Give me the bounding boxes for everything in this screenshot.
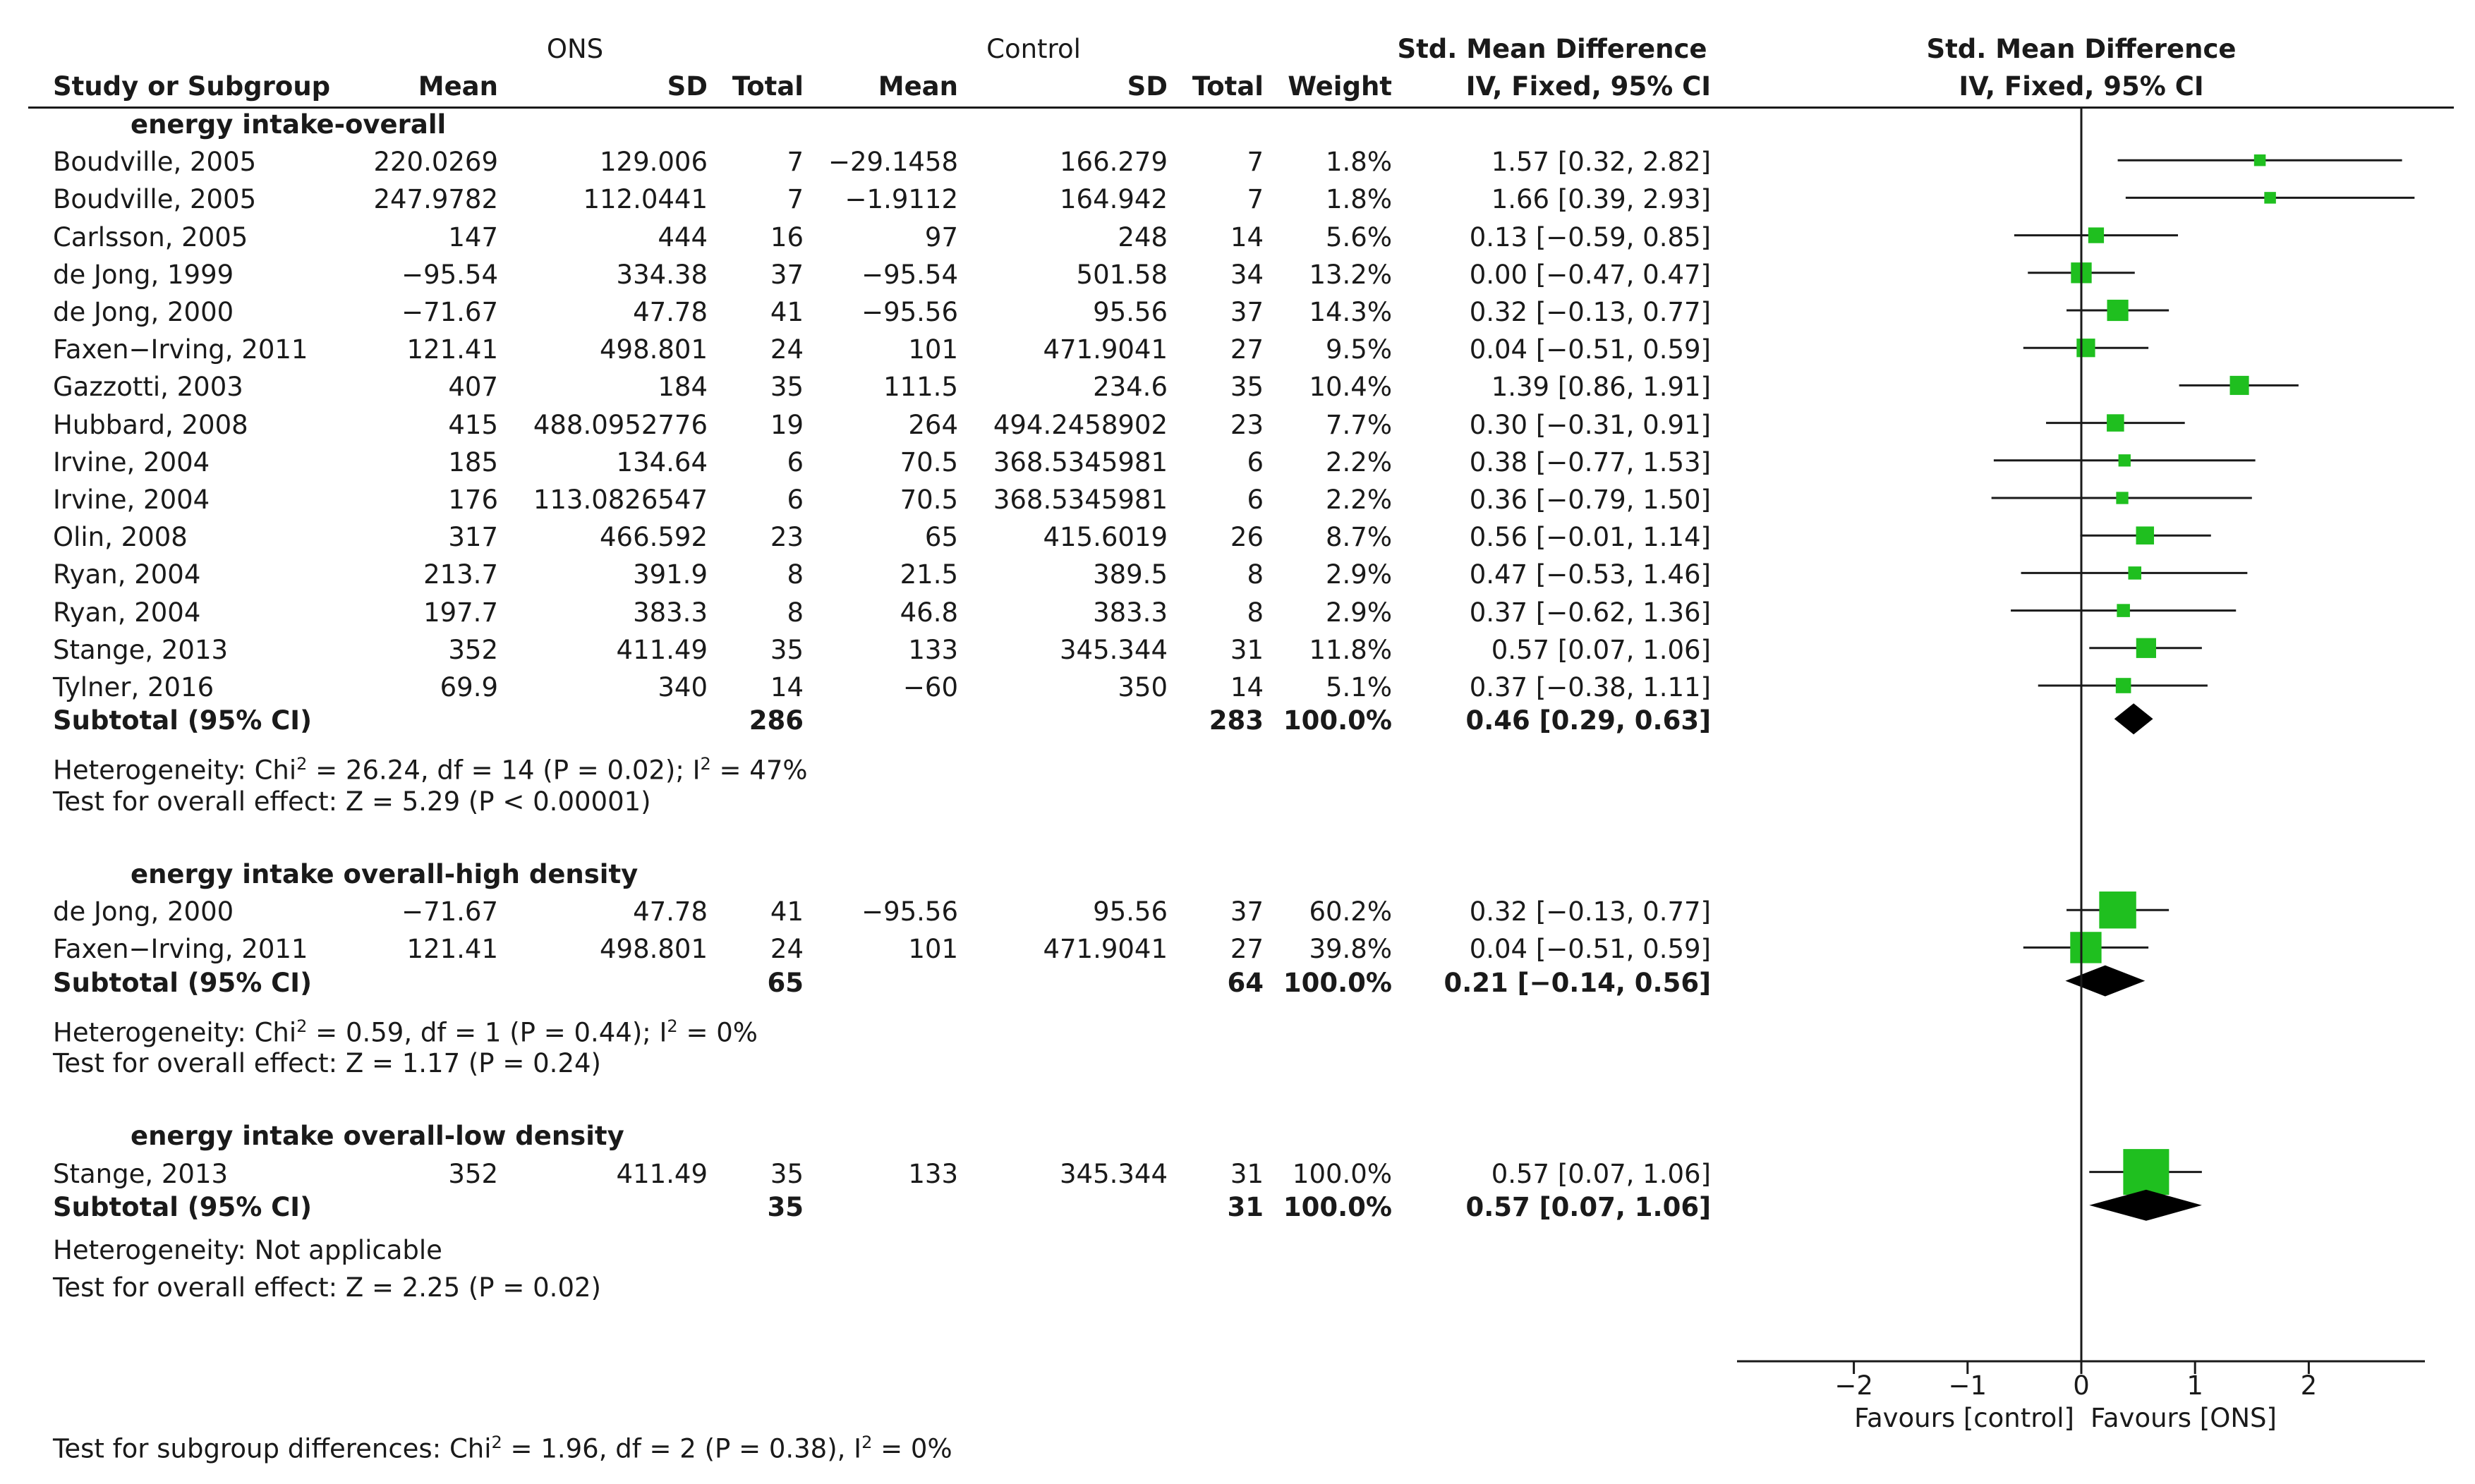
study-square xyxy=(2254,154,2266,166)
study-ci: 1.57 [0.32, 2.82] xyxy=(1491,147,1711,178)
study-square xyxy=(2116,678,2131,693)
ons-total: 24 xyxy=(770,934,804,965)
header-plot-label: Std. Mean Difference xyxy=(1926,34,2237,64)
study-name: de Jong, 1999 xyxy=(53,259,234,290)
subgroup-title: energy intake overall-low density xyxy=(131,1121,624,1152)
control-total: 23 xyxy=(1230,409,1264,440)
study-name: Tylner, 2016 xyxy=(53,672,214,703)
subgroup-title: energy intake-overall xyxy=(131,109,447,140)
control-sd: 95.56 xyxy=(1093,297,1168,327)
ons-mean: 121.41 xyxy=(406,334,498,365)
control-total: 35 xyxy=(1230,372,1264,403)
ons-mean: 213.7 xyxy=(423,559,498,590)
study-weight: 5.1% xyxy=(1326,672,1392,703)
x-tick-label: −2 xyxy=(1834,1370,1873,1401)
control-total: 34 xyxy=(1230,259,1264,290)
subtotal-weight: 100.0% xyxy=(1283,967,1392,998)
study-square xyxy=(2230,376,2249,395)
heterogeneity-text: Heterogeneity: Chi$^2$ = 26.24, df = 14 (P = 0.02); $I^2 = 47\%$ xyxy=(53,754,808,786)
ons-total: 23 xyxy=(770,522,804,553)
ons-total: 24 xyxy=(770,334,804,365)
study-ci: 0.47 [−0.53, 1.46] xyxy=(1469,559,1711,590)
x-tick-label: 2 xyxy=(2300,1370,2318,1401)
ons-total: 8 xyxy=(787,597,804,628)
study-weight: 2.9% xyxy=(1326,597,1392,628)
control-mean: 133 xyxy=(908,634,958,665)
control-sd: 501.58 xyxy=(1076,259,1168,290)
study-ci: 0.04 [−0.51, 0.59] xyxy=(1469,334,1711,365)
study-square xyxy=(2136,526,2155,545)
control-mean: 21.5 xyxy=(900,559,958,590)
heterogeneity-text: Heterogeneity: Not applicable xyxy=(53,1235,442,1265)
x-tick-label: 1 xyxy=(2186,1370,2203,1401)
ons-mean: 352 xyxy=(448,634,498,665)
control-total: 31 xyxy=(1230,1158,1264,1189)
ons-total: 6 xyxy=(787,446,804,478)
study-ci: 0.30 [−0.31, 0.91] xyxy=(1469,409,1711,440)
control-sd: 95.56 xyxy=(1093,896,1168,928)
study-ci: 0.56 [−0.01, 1.14] xyxy=(1469,522,1711,553)
ons-mean: −95.54 xyxy=(401,259,498,290)
header-group2: Control xyxy=(986,34,1081,64)
control-mean: 133 xyxy=(908,1158,958,1189)
study-ci: 0.32 [−0.13, 0.77] xyxy=(1469,896,1711,928)
study-weight: 100.0% xyxy=(1292,1158,1392,1189)
header-plot-method: IV, Fixed, 95% CI xyxy=(1959,71,2204,102)
ons-sd: 134.64 xyxy=(616,446,708,478)
study-weight: 39.8% xyxy=(1309,934,1392,965)
header-mean-ons: Mean xyxy=(418,71,498,102)
ons-total: 37 xyxy=(770,259,804,290)
study-square xyxy=(2117,604,2130,617)
subtotal-label: Subtotal (95% CI) xyxy=(53,1191,312,1222)
control-mean: 101 xyxy=(908,934,958,965)
control-mean: 101 xyxy=(908,334,958,365)
ons-sd: 340 xyxy=(658,672,708,703)
control-mean: 46.8 xyxy=(900,597,958,628)
study-square xyxy=(2123,1149,2169,1195)
ons-total: 41 xyxy=(770,896,804,928)
control-total: 6 xyxy=(1247,446,1264,478)
subgroup-title: energy intake overall-high density xyxy=(131,859,639,889)
header-total-control: Total xyxy=(1192,71,1264,102)
study-weight: 11.8% xyxy=(1309,634,1392,665)
header-weight: Weight xyxy=(1288,71,1392,102)
study-name: Stange, 2013 xyxy=(53,634,229,665)
ons-mean: 220.0269 xyxy=(373,147,498,178)
study-weight: 10.4% xyxy=(1309,372,1392,403)
control-total: 7 xyxy=(1247,147,1264,178)
subgroup-test-text: Test for subgroup differences: Chi$^2$ = 1.96, df = 2 (P = 0.38), $I^2 = 0\%$ xyxy=(53,1433,952,1464)
study-weight: 2.9% xyxy=(1326,559,1392,590)
study-name: Gazzotti, 2003 xyxy=(53,372,243,403)
ons-total: 8 xyxy=(787,559,804,590)
study-name: de Jong, 2000 xyxy=(53,896,234,928)
ons-sd: 411.49 xyxy=(616,1158,708,1189)
ons-total: 6 xyxy=(787,485,804,515)
control-total: 6 xyxy=(1247,485,1264,515)
ons-mean: 147 xyxy=(448,221,498,253)
ons-total: 14 xyxy=(770,672,804,703)
ons-sd: 444 xyxy=(658,221,708,253)
ons-total: 35 xyxy=(770,634,804,665)
ons-total: 41 xyxy=(770,297,804,327)
control-total: 26 xyxy=(1230,522,1264,553)
control-total: 31 xyxy=(1230,634,1264,665)
ons-sd: 391.9 xyxy=(633,559,708,590)
study-weight: 14.3% xyxy=(1309,297,1392,327)
ons-total: 19 xyxy=(770,409,804,440)
ons-mean: 176 xyxy=(448,485,498,515)
ons-sd: 488.0952776 xyxy=(533,409,708,440)
subtotal-label: Subtotal (95% CI) xyxy=(53,967,312,998)
study-weight: 8.7% xyxy=(1326,522,1392,553)
study-square xyxy=(2076,339,2095,357)
study-weight: 2.2% xyxy=(1326,446,1392,478)
study-name: Irvine, 2004 xyxy=(53,446,210,478)
ons-sd: 498.801 xyxy=(599,334,708,365)
control-mean: −95.54 xyxy=(861,259,958,290)
ons-sd: 129.006 xyxy=(599,147,708,178)
header-total-ons: Total xyxy=(732,71,804,102)
control-sd: 234.6 xyxy=(1093,372,1168,403)
control-total: 8 xyxy=(1247,559,1264,590)
study-ci: 0.00 [−0.47, 0.47] xyxy=(1469,259,1711,290)
ons-total: 7 xyxy=(787,184,804,215)
control-total: 7 xyxy=(1247,184,1264,215)
ons-sd: 334.38 xyxy=(616,259,708,290)
subtotal-control-total: 64 xyxy=(1227,967,1264,998)
ons-sd: 47.78 xyxy=(633,297,708,327)
study-square xyxy=(2088,227,2104,243)
ons-mean: 69.9 xyxy=(440,672,498,703)
study-name: Ryan, 2004 xyxy=(53,559,201,590)
study-name: Ryan, 2004 xyxy=(53,597,201,628)
x-tick-label: −1 xyxy=(1948,1370,1987,1401)
control-total: 8 xyxy=(1247,597,1264,628)
subtotal-ons-total: 65 xyxy=(767,967,804,998)
control-mean: 70.5 xyxy=(900,446,958,478)
study-square xyxy=(2116,492,2128,504)
ons-mean: 415 xyxy=(448,409,498,440)
control-sd: 368.5345981 xyxy=(993,485,1168,515)
ons-mean: −71.67 xyxy=(401,896,498,928)
control-total: 37 xyxy=(1230,297,1264,327)
ons-total: 16 xyxy=(770,221,804,253)
ons-mean: 185 xyxy=(448,446,498,478)
study-weight: 1.8% xyxy=(1326,184,1392,215)
study-square xyxy=(2136,638,2156,658)
study-weight: 2.2% xyxy=(1326,485,1392,515)
control-sd: 471.9041 xyxy=(1043,934,1168,965)
control-mean: −29.1458 xyxy=(828,147,958,178)
study-name: Boudville, 2005 xyxy=(53,184,257,215)
study-name: Olin, 2008 xyxy=(53,522,188,553)
ons-mean: −71.67 xyxy=(401,297,498,327)
x-tick-label: 0 xyxy=(2073,1370,2090,1401)
study-weight: 13.2% xyxy=(1309,259,1392,290)
subtotal-diamond xyxy=(2114,703,2153,734)
study-name: Boudville, 2005 xyxy=(53,147,257,178)
study-name: Faxen−Irving, 2011 xyxy=(53,934,308,965)
study-weight: 60.2% xyxy=(1309,896,1392,928)
study-ci: 0.04 [−0.51, 0.59] xyxy=(1469,934,1711,965)
ons-mean: 317 xyxy=(448,522,498,553)
ons-mean: 121.41 xyxy=(406,934,498,965)
subtotal-weight: 100.0% xyxy=(1283,705,1392,736)
overall-effect-text: Test for overall effect: Z = 2.25 (P = 0.02) xyxy=(53,1272,601,1303)
control-mean: 97 xyxy=(924,221,958,253)
ons-sd: 498.801 xyxy=(599,934,708,965)
control-sd: 248 xyxy=(1118,221,1168,253)
study-square xyxy=(2107,414,2124,432)
header-study: Study or Subgroup xyxy=(53,71,331,102)
study-ci: 0.37 [−0.38, 1.11] xyxy=(1469,672,1711,703)
ons-sd: 113.0826547 xyxy=(533,485,708,515)
favours-left: Favours [control] xyxy=(1854,1403,2074,1433)
study-weight: 7.7% xyxy=(1326,409,1392,440)
control-mean: −95.56 xyxy=(861,896,958,928)
subtotal-ons-total: 286 xyxy=(749,705,804,736)
study-ci: 1.66 [0.39, 2.93] xyxy=(1491,184,1711,215)
header-effect-label: Std. Mean Difference xyxy=(1397,34,1707,64)
ons-sd: 112.0441 xyxy=(583,184,708,215)
ons-sd: 411.49 xyxy=(616,634,708,665)
study-weight: 1.8% xyxy=(1326,147,1392,178)
header-sd-ons: SD xyxy=(667,71,708,102)
header-sd-control: SD xyxy=(1127,71,1168,102)
favours-right: Favours [ONS] xyxy=(2090,1403,2277,1433)
study-square xyxy=(2264,192,2276,204)
control-sd: 345.344 xyxy=(1059,634,1168,665)
subtotal-ons-total: 35 xyxy=(767,1191,804,1222)
study-square xyxy=(2119,454,2131,466)
study-ci: 0.37 [−0.62, 1.36] xyxy=(1469,597,1711,628)
control-total: 27 xyxy=(1230,934,1264,965)
ons-total: 35 xyxy=(770,372,804,403)
control-total: 14 xyxy=(1230,672,1264,703)
control-sd: 345.344 xyxy=(1059,1158,1168,1189)
subtotal-weight: 100.0% xyxy=(1283,1191,1392,1222)
study-weight: 9.5% xyxy=(1326,334,1392,365)
control-total: 27 xyxy=(1230,334,1264,365)
control-sd: 389.5 xyxy=(1093,559,1168,590)
heterogeneity-text: Heterogeneity: Chi$^2$ = 0.59, df = 1 (P = 0.44); $I^2 = 0\%$ xyxy=(53,1016,758,1048)
ons-mean: 197.7 xyxy=(423,597,498,628)
control-sd: 368.5345981 xyxy=(993,446,1168,478)
control-sd: 350 xyxy=(1118,672,1168,703)
ons-mean: 352 xyxy=(448,1158,498,1189)
study-ci: 0.13 [−0.59, 0.85] xyxy=(1469,221,1711,253)
control-mean: 111.5 xyxy=(883,372,958,403)
study-ci: 1.39 [0.86, 1.91] xyxy=(1491,372,1711,403)
subtotal-ci: 0.57 [0.07, 1.06] xyxy=(1465,1191,1711,1222)
study-square xyxy=(2128,566,2141,580)
control-total: 37 xyxy=(1230,896,1264,928)
control-mean: 65 xyxy=(924,522,958,553)
control-mean: −60 xyxy=(902,672,958,703)
control-sd: 383.3 xyxy=(1093,597,1168,628)
study-ci: 0.57 [0.07, 1.06] xyxy=(1491,634,1711,665)
overall-effect-text: Test for overall effect: Z = 5.29 (P < 0.00001) xyxy=(53,786,651,817)
control-sd: 494.2458902 xyxy=(993,409,1168,440)
subtotal-label: Subtotal (95% CI) xyxy=(53,705,312,736)
ons-sd: 466.592 xyxy=(599,522,708,553)
control-mean: 264 xyxy=(908,409,958,440)
ons-mean: 247.9782 xyxy=(373,184,498,215)
overall-effect-text: Test for overall effect: Z = 1.17 (P = 0.24) xyxy=(53,1048,601,1078)
control-sd: 415.6019 xyxy=(1043,522,1168,553)
ons-sd: 47.78 xyxy=(633,896,708,928)
study-weight: 5.6% xyxy=(1326,221,1392,253)
control-total: 14 xyxy=(1230,221,1264,253)
study-name: Hubbard, 2008 xyxy=(53,409,248,440)
subtotal-diamond xyxy=(2065,966,2145,997)
subtotal-ci: 0.21 [−0.14, 0.56] xyxy=(1444,967,1711,998)
control-mean: −95.56 xyxy=(861,297,958,327)
study-name: de Jong, 2000 xyxy=(53,297,234,327)
ons-total: 7 xyxy=(787,147,804,178)
control-sd: 164.942 xyxy=(1059,184,1168,215)
ons-total: 35 xyxy=(770,1158,804,1189)
header-group1: ONS xyxy=(546,34,604,64)
study-square xyxy=(2070,932,2101,963)
ons-sd: 184 xyxy=(658,372,708,403)
study-ci: 0.38 [−0.77, 1.53] xyxy=(1469,446,1711,478)
control-sd: 471.9041 xyxy=(1043,334,1168,365)
study-square xyxy=(2099,892,2136,928)
study-name: Irvine, 2004 xyxy=(53,485,210,515)
subtotal-control-total: 31 xyxy=(1227,1191,1264,1222)
ons-mean: 407 xyxy=(448,372,498,403)
study-ci: 0.32 [−0.13, 0.77] xyxy=(1469,297,1711,327)
subtotal-ci: 0.46 [0.29, 0.63] xyxy=(1465,705,1711,736)
study-name: Faxen−Irving, 2011 xyxy=(53,334,308,365)
study-name: Stange, 2013 xyxy=(53,1158,229,1189)
ons-sd: 383.3 xyxy=(633,597,708,628)
subtotal-control-total: 283 xyxy=(1209,705,1264,736)
study-square xyxy=(2107,300,2128,321)
control-sd: 166.279 xyxy=(1059,147,1168,178)
control-mean: 70.5 xyxy=(900,485,958,515)
header-method: IV, Fixed, 95% CI xyxy=(1465,71,1711,102)
study-ci: 0.36 [−0.79, 1.50] xyxy=(1469,485,1711,515)
header-mean-control: Mean xyxy=(878,71,958,102)
control-mean: −1.9112 xyxy=(845,184,958,215)
study-ci: 0.57 [0.07, 1.06] xyxy=(1491,1158,1711,1189)
subtotal-diamond xyxy=(2089,1190,2202,1221)
study-name: Carlsson, 2005 xyxy=(53,221,248,253)
